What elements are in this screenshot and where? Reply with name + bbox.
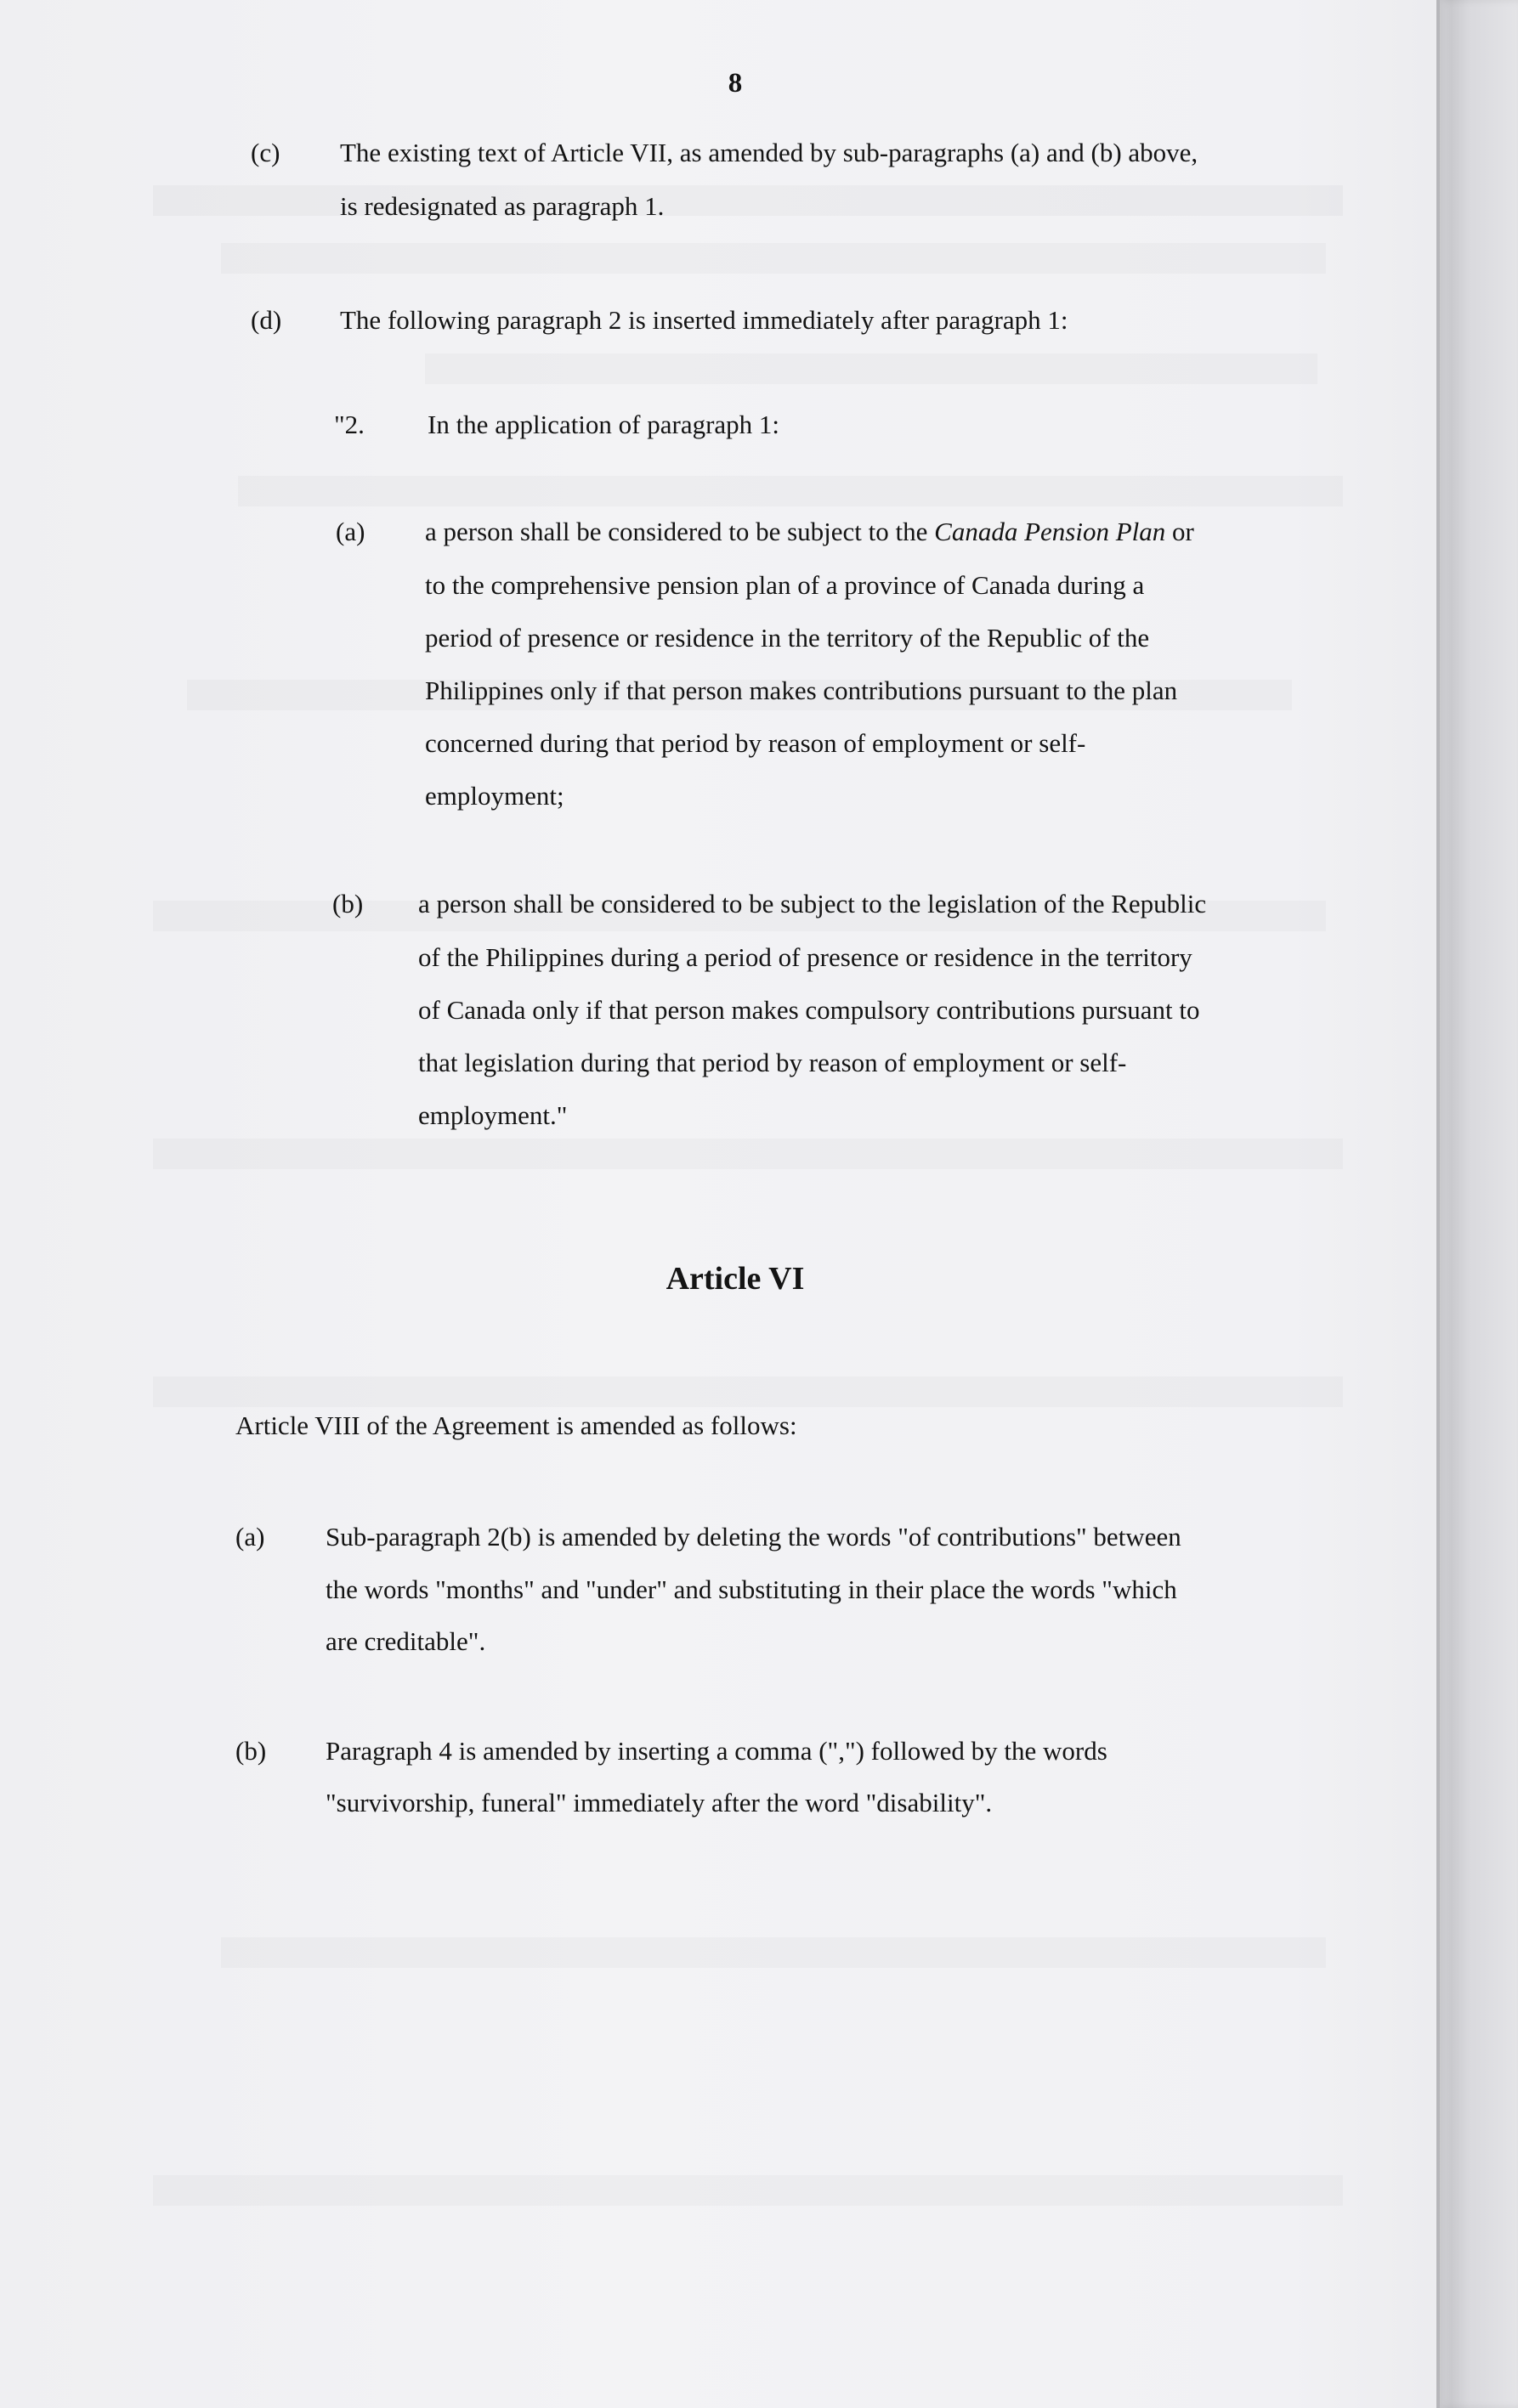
subitem-marker-b: (b)	[332, 889, 364, 919]
subitem-a-line-1: a person shall be considered to be subject to the Canada Pension Plan or	[425, 517, 1194, 546]
subitem-a-line-3: period of presence or residence in the territory of the Republic of the	[425, 623, 1150, 653]
subitem-b-line-5: employment."	[418, 1100, 568, 1130]
bleed-through	[221, 243, 1326, 274]
subitem-b-line-1: a person shall be considered to be subject to the legislation of the Republic	[418, 889, 1207, 919]
page-number: 8	[728, 68, 743, 99]
item-c-line-2: is redesignated as paragraph 1.	[340, 191, 665, 221]
subitem-a-line-5: concerned during that period by reason of employment or self-	[425, 728, 1086, 758]
item-c-line-1: The existing text of Article VII, as amended by sub-paragraphs (a) and (b) above,	[340, 138, 1198, 167]
article-item-marker-b: (b)	[235, 1736, 267, 1766]
bleed-through	[425, 353, 1317, 384]
item-marker-c: (c)	[251, 138, 280, 167]
article-item-b-line-1: Paragraph 4 is amended by inserting a comma (",") followed by the words	[326, 1736, 1107, 1766]
subitem-a-line-2: to the comprehensive pension plan of a province of Canada during a	[425, 570, 1145, 600]
quoted-paragraph-marker: "2.	[334, 410, 365, 439]
item-d-line-1: The following paragraph 2 is inserted immediately after paragraph 1:	[340, 305, 1068, 335]
article-heading: Article VI	[666, 1261, 805, 1297]
subitem-a-line-6: employment;	[425, 781, 564, 811]
bleed-through	[238, 476, 1343, 506]
bleed-through	[153, 2175, 1343, 2206]
quoted-paragraph-intro: In the application of paragraph 1:	[428, 410, 780, 439]
page-edge-shadow	[1436, 0, 1518, 2408]
subitem-b-line-3: of Canada only if that person makes compulsory contributions pursuant to	[418, 995, 1200, 1025]
subitem-marker-a: (a)	[336, 517, 365, 546]
subitem-b-line-2: of the Philippines during a period of presence or residence in the territory	[418, 942, 1192, 972]
item-marker-d: (d)	[251, 305, 282, 335]
article-item-a-line-3: are creditable".	[326, 1626, 486, 1656]
article-item-a-line-1: Sub-paragraph 2(b) is amended by deleting the words "of contributions" between	[326, 1522, 1181, 1552]
subitem-b-line-4: that legislation during that period by reason of employment or self-	[418, 1048, 1127, 1077]
article-item-a-line-2: the words "months" and "under" and substituting in their place the words "which	[326, 1574, 1177, 1604]
bleed-through	[153, 185, 1343, 216]
bleed-through	[221, 1937, 1326, 1968]
article-intro: Article VIII of the Agreement is amended as follows:	[235, 1410, 797, 1440]
subitem-a-line-4: Philippines only if that person makes contributions pursuant to the plan	[425, 675, 1178, 705]
bleed-through	[153, 1376, 1343, 1407]
article-item-marker-a: (a)	[235, 1522, 265, 1552]
canada-pension-plan-italic: Canada Pension Plan	[934, 517, 1166, 546]
article-item-b-line-2: "survivorship, funeral" immediately after the word "disability".	[326, 1788, 993, 1817]
bleed-through	[153, 1139, 1343, 1169]
